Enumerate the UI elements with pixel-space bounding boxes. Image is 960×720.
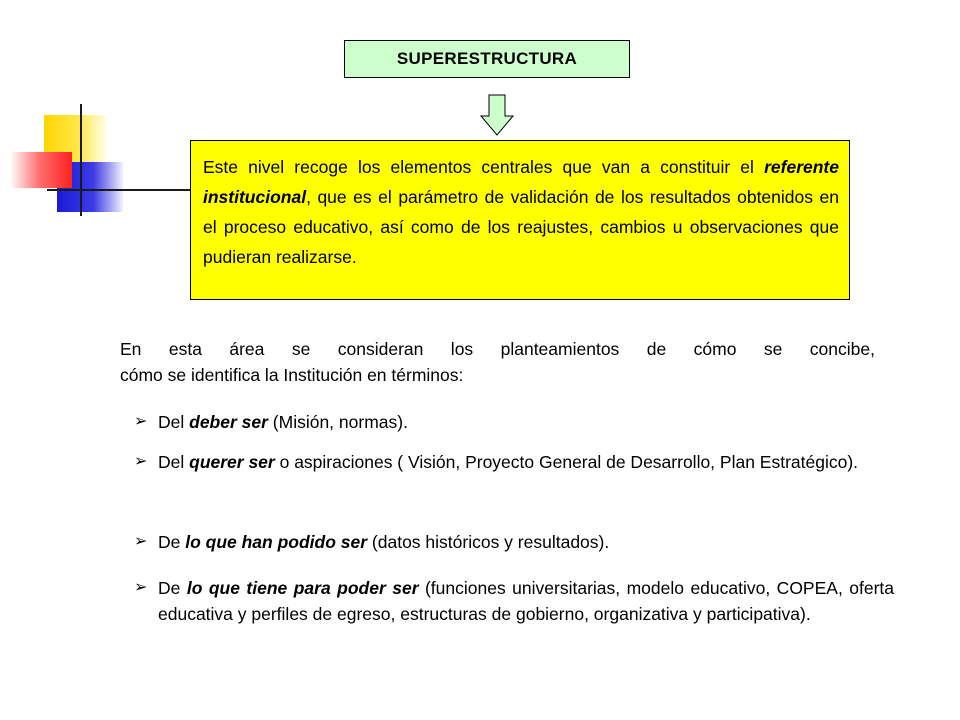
definition-text-part1: Este nivel recoge los elementos centrales que van a constituir el bbox=[203, 157, 765, 177]
logo-red-square bbox=[12, 152, 72, 188]
intro-paragraph bbox=[120, 336, 875, 388]
bullet-item bbox=[134, 409, 894, 435]
bullet-text bbox=[158, 409, 894, 435]
bullet-emphasis: deber ser bbox=[189, 412, 268, 432]
down-arrow-icon bbox=[480, 94, 514, 136]
logo-horizontal-line bbox=[47, 189, 190, 191]
definition-text-part2: , que es el parámetro de validación de los resultados obtenidos en el proceso educativo, así como de los reajustes, cambios u observaciones que pudieran realizarse. bbox=[203, 187, 839, 267]
arrow-bullet-icon: ➢ bbox=[134, 413, 148, 430]
bullet-prefix: Del bbox=[158, 452, 190, 472]
bullet-prefix: De bbox=[158, 532, 186, 552]
arrow-bullet-icon: ➢ bbox=[134, 579, 148, 596]
bullet-rest: o aspiraciones ( Visión, Proyecto General de Desarrollo, Plan Estratégico). bbox=[274, 452, 859, 472]
bullet-emphasis: lo que tiene para poder ser bbox=[186, 578, 419, 598]
definition-emphasis: referente institucional bbox=[203, 157, 839, 207]
bullet-item bbox=[134, 529, 894, 555]
arrow-bullet-icon: ➢ bbox=[134, 533, 148, 550]
bullet-item bbox=[134, 449, 894, 475]
bullet-item bbox=[134, 575, 894, 627]
bullet-emphasis: querer ser bbox=[189, 452, 275, 472]
bullet-text bbox=[158, 575, 894, 627]
logo-vertical-line bbox=[80, 104, 82, 216]
intro-line-2: cómo se identifica la Institución en términos: bbox=[120, 365, 464, 385]
arrow-bullet-icon: ➢ bbox=[134, 453, 148, 470]
bullet-prefix: De bbox=[158, 578, 187, 598]
bullet-prefix: Del bbox=[158, 412, 190, 432]
bullet-rest: (Misión, normas). bbox=[267, 412, 408, 432]
intro-line-1: En esta área se consideran los planteamientos de cómo se concibe, bbox=[120, 339, 875, 359]
bullet-text bbox=[158, 449, 894, 475]
page-title bbox=[344, 40, 630, 78]
decorative-squares-logo bbox=[0, 100, 200, 220]
bullet-text bbox=[158, 529, 894, 555]
bullet-rest: (datos históricos y resultados). bbox=[367, 532, 610, 552]
bullet-rest: (funciones universitarias, modelo educativo, COPEA, oferta educativa y perfiles de egreso, estructuras de gobierno, organizativa y participativa). bbox=[158, 578, 895, 624]
bullet-emphasis: lo que han podido ser bbox=[185, 532, 368, 552]
definition-box bbox=[190, 140, 850, 300]
page-title-text: SUPERESTRUCTURA bbox=[396, 49, 578, 68]
